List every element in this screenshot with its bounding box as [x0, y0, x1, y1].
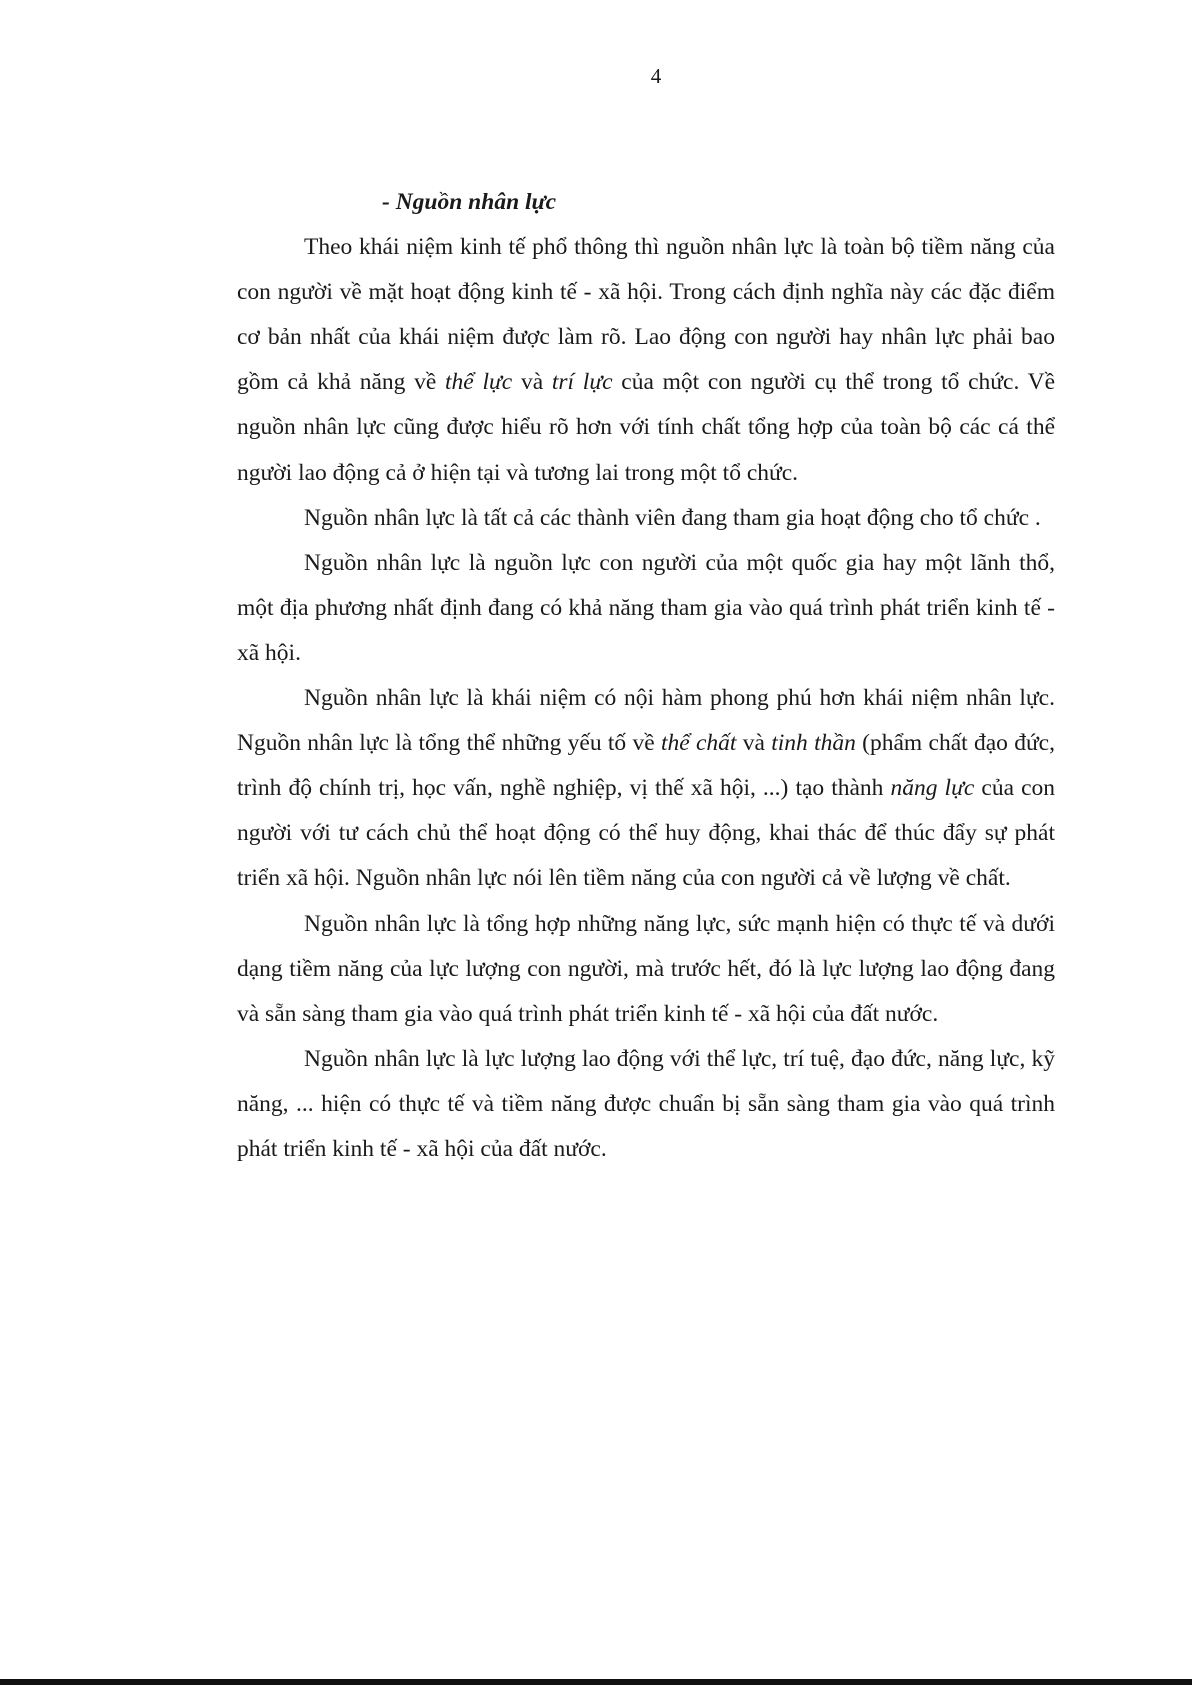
- paragraph-text: (phẩm chất đạo đức, trình độ chính trị, học vấn, nghề nghiệp, vị thế xã hội, ...) tạo thành: [237, 730, 1055, 802]
- italic-term: thể lực: [445, 369, 513, 396]
- paragraph: [237, 496, 1055, 541]
- paragraph-list: [237, 225, 1055, 1172]
- paragraph-text: của một con người cụ thể trong tổ chức. Về nguồn nhân lực cũng được hiểu rõ hơn với tính chất tổng hợp của toàn bộ các cá thể người lao động cả ở hiện tại và tương lai trong một tổ chức.: [237, 369, 1056, 486]
- paragraph-text: và: [512, 369, 552, 396]
- paragraph-text: Nguồn nhân lực là nguồn lực con người của một quốc gia hay một lãnh thổ, một địa phương nhất định đang có khả năng tham gia vào quá trình phát triển kinh tế - xã hội.: [237, 549, 1055, 666]
- paragraph-text: Nguồn nhân lực là tất cả các thành viên đang tham gia hoạt động cho tổ chức .: [304, 504, 1041, 531]
- paragraph-text: Nguồn nhân lực là khái niệm có nội hàm phong phú hơn khái niệm nhân lực. Nguồn nhân lực là tổng thể những yếu tố về: [237, 685, 1055, 757]
- document-body: [237, 180, 1055, 1172]
- italic-term: năng lực: [890, 775, 975, 802]
- paragraph: [237, 1037, 1055, 1172]
- italic-term: trí lực: [551, 369, 613, 396]
- paragraph-text: và: [736, 730, 772, 757]
- italic-term: tinh thần: [771, 730, 856, 757]
- paragraph: [237, 902, 1055, 1037]
- page-number: 4: [650, 64, 662, 88]
- paragraph-text: Nguồn nhân lực là tổng hợp những năng lực, sức mạnh hiện có thực tế và dưới dạng tiềm năng của lực lượng con người, mà trước hết, đó là lực lượng lao động đang và sẵn sàng tham gia vào quá trình phát triển kinh tế - xã hội của đất nước.: [237, 910, 1055, 1027]
- paragraph: [237, 676, 1055, 901]
- bottom-border: [0, 1679, 1192, 1685]
- section-heading: - Nguồn nhân lực: [382, 189, 557, 215]
- paragraph: [237, 541, 1055, 676]
- italic-term: thể chất: [660, 730, 737, 757]
- paragraph: [237, 225, 1055, 496]
- paragraph-text: của con người với tư cách chủ thể hoạt động có thể huy động, khai thác để thúc đẩy sự phát triển xã hội. Nguồn nhân lực nói lên tiềm năng của con người cả về lượng về chất.: [237, 775, 1055, 892]
- paragraph-text: Theo khái niệm kinh tế phổ thông thì nguồn nhân lực là toàn bộ tiềm năng của con người về mặt hoạt động kinh tế - xã hội. Trong cách định nghĩa này các đặc điểm cơ bản nhất của khái niệm được làm rõ. Lao động con người hay nhân lực phải bao gồm cả khả năng về: [237, 234, 1055, 396]
- paragraph-text: Nguồn nhân lực là lực lượng lao động với thể lực, trí tuệ, đạo đức, năng lực, kỹ năng, ... hiện có thực tế và tiềm năng được chuẩn bị sẵn sàng tham gia vào quá trình phát triển kinh tế - xã hội của đất nước.: [237, 1045, 1055, 1162]
